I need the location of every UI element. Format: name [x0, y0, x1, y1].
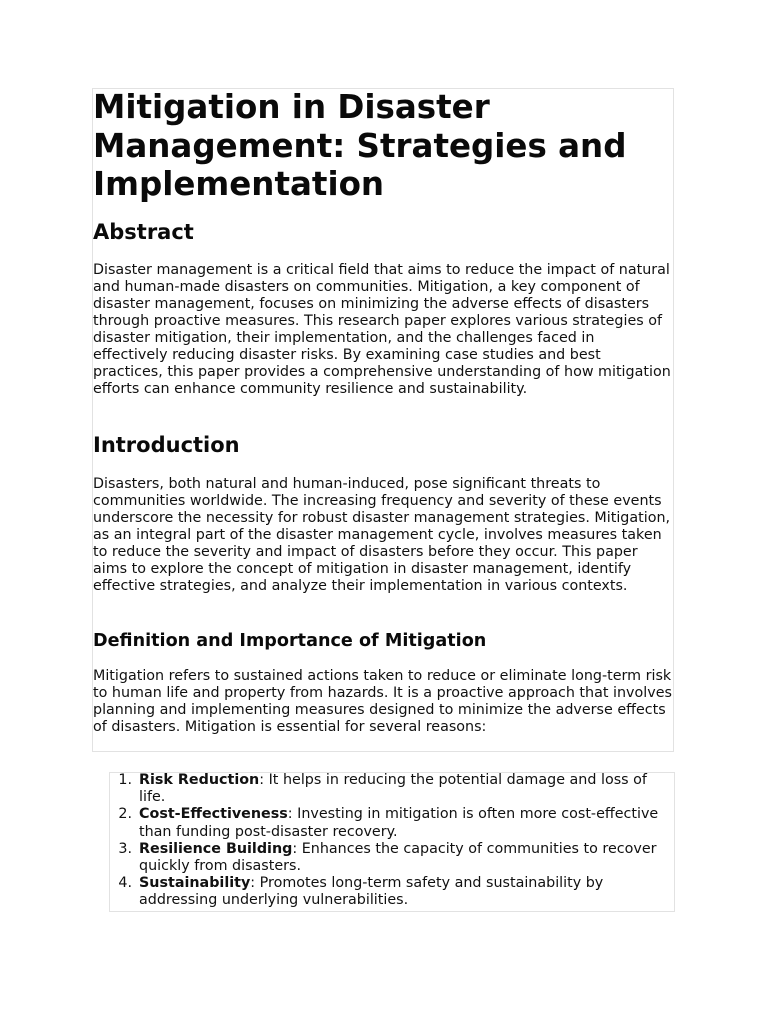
reasons-list	[110, 772, 674, 910]
document-title: Mitigation in Disaster Management: Strategies and Implementation	[93, 88, 627, 203]
list-item-term: Risk Reduction	[139, 772, 260, 788]
introduction-heading: Introduction	[93, 433, 240, 457]
list-item	[110, 772, 674, 806]
list-item-text: : Enhances the capacity of communities to recover quickly from disasters.	[139, 840, 657, 875]
list-item-term: Cost-Effectiveness	[139, 806, 288, 823]
list-item-number: 3.	[118, 840, 132, 857]
list-item-text: : Promotes long-term safety and sustainability by addressing underlying vulnerabilities.	[139, 875, 604, 909]
list-item	[110, 841, 674, 875]
list-item-text: : It helps in reducing the potential damage and loss of life.	[139, 772, 647, 806]
definition-text: Mitigation refers to sustained actions taken to reduce or eliminate long-term risk to human life and property from hazards. It is a proactive approach that involves planning and implementing measures designed to minimize the adverse effects of disasters. Mitigation is essential for several reasons:	[93, 668, 672, 735]
introduction-text: Disasters, both natural and human-induced, pose significant threats to communities worldwide. The increasing frequency and severity of these events underscore the necessity for robust disaster management strategies. Mitigation, as an integral part of the disaster management cycle, involves measures taken to reduce the severity and impact of disasters before they occur. This paper aims to explore the concept of mitigation in disaster management, identify effective strategies, and analyze their implementation in various contexts.	[93, 476, 671, 594]
list-item	[110, 806, 674, 840]
list-item-number: 2.	[118, 806, 132, 823]
definition-heading: Definition and Importance of Mitigation	[93, 631, 487, 651]
abstract-text: Disaster management is a critical field that aims to reduce the impact of natural and human-made disasters on communities. Mitigation, a key component of disaster management, focuses on minimizing the adverse effects of disasters through proactive measures. This research paper explores various strategies of disaster mitigation, their implementation, and the challenges faced in effectively reducing disaster risks. By examining case studies and best practices, this paper provides a comprehensive understanding of how mitigation efforts can enhance community resilience and sustainability.	[93, 262, 671, 397]
list-item-number: 1.	[118, 772, 132, 788]
list-item-term: Sustainability	[139, 875, 251, 892]
list-item-text: : Investing in mitigation is often more cost-effective than funding post-disaster recovery.	[139, 806, 659, 840]
list-item-term: Resilience Building	[139, 840, 293, 857]
abstract-heading: Abstract	[93, 220, 194, 244]
list-item-number: 4.	[118, 875, 132, 892]
list-item	[110, 875, 674, 909]
